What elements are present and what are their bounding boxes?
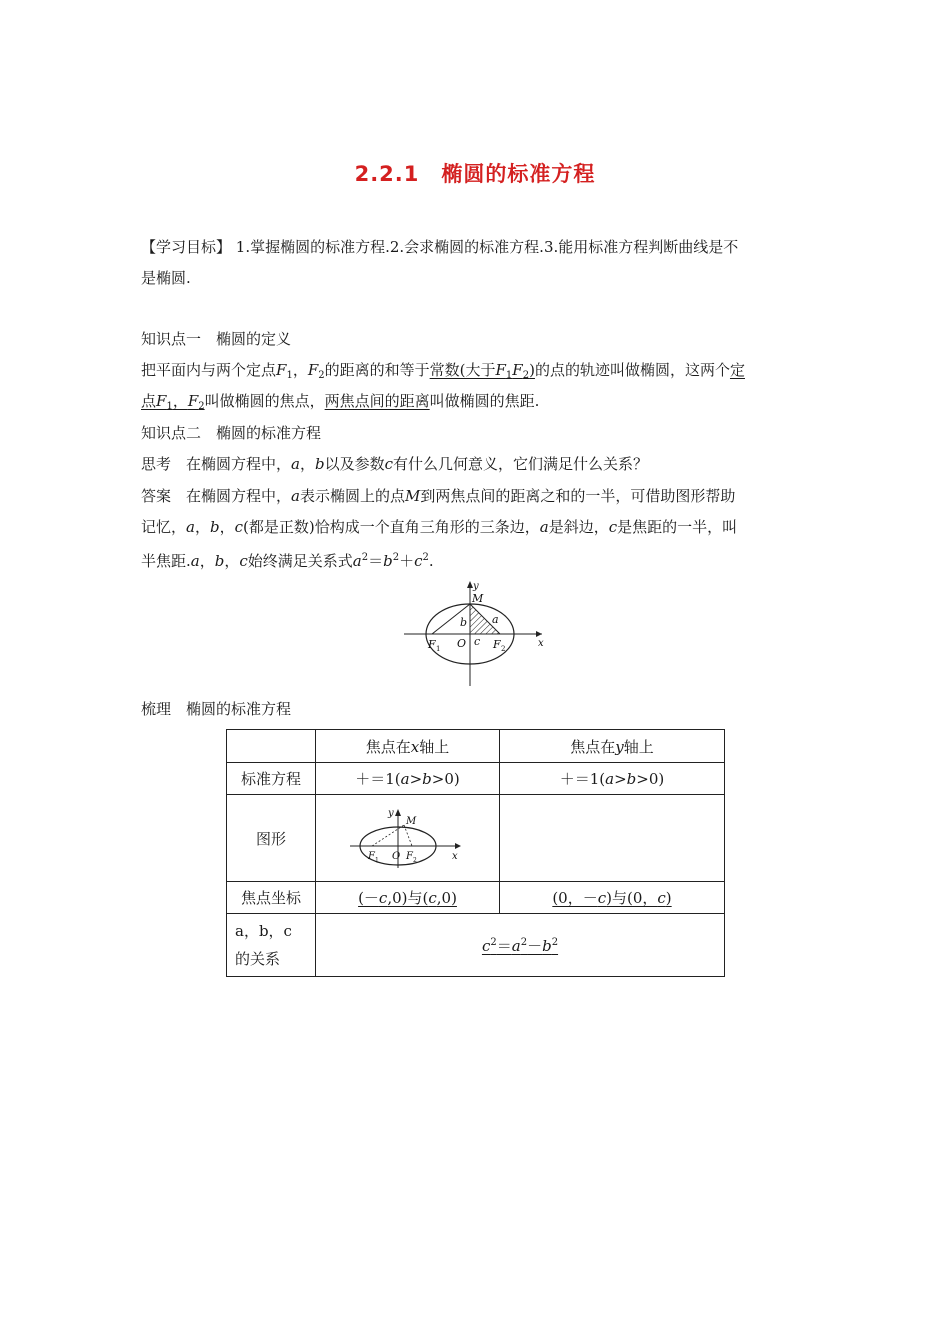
ellipse-x-foci-figure bbox=[348, 806, 468, 870]
text: >0) bbox=[431, 770, 460, 788]
text: 轴上 bbox=[623, 737, 654, 756]
answer-label: 答案 bbox=[141, 487, 172, 505]
text: 是焦距的一半，叫 bbox=[617, 518, 738, 536]
text: 点 bbox=[141, 392, 157, 410]
var-a: a bbox=[539, 518, 549, 536]
var-F: F bbox=[512, 361, 523, 379]
foci-y-coords bbox=[552, 889, 671, 907]
label-F2: F bbox=[405, 851, 413, 862]
text: ＋＝1( bbox=[559, 770, 606, 788]
text: a，b，c bbox=[235, 922, 292, 940]
var-c: c bbox=[481, 936, 491, 955]
text: 常数(大于 bbox=[429, 361, 496, 379]
text: ,0)与( bbox=[387, 889, 429, 907]
label-M: M bbox=[472, 592, 484, 605]
var-c: c bbox=[608, 518, 618, 536]
objectives-line-2 bbox=[141, 268, 191, 288]
text: 表示椭圆上的点 bbox=[299, 487, 405, 505]
text: ， bbox=[299, 455, 315, 473]
figure-x-foci-cell bbox=[316, 795, 500, 882]
label-x: x bbox=[451, 851, 458, 862]
superscript: 2 bbox=[490, 936, 497, 948]
text: ， bbox=[219, 518, 235, 536]
label-a: a bbox=[492, 613, 499, 626]
objectives-line-1 bbox=[141, 237, 738, 257]
label-c: c bbox=[474, 635, 481, 648]
figure-y-foci-cell bbox=[500, 795, 725, 882]
text: (－ bbox=[358, 889, 379, 907]
label-y: y bbox=[387, 808, 394, 819]
subscript: 1 bbox=[505, 370, 513, 381]
var-b: b bbox=[626, 770, 637, 788]
relation-cell bbox=[316, 914, 725, 977]
var-b: b bbox=[209, 518, 220, 536]
text: (都是正数)恰构成一个直角三角形的三条边， bbox=[243, 518, 540, 536]
var-c: c bbox=[428, 889, 437, 907]
table-corner-cell bbox=[227, 730, 316, 763]
objectives-text-2: 是椭圆. bbox=[141, 269, 191, 287]
objectives-label: 【学习目标】 bbox=[141, 238, 232, 256]
label-F1: F bbox=[367, 851, 375, 862]
row-label-equation: 标准方程 bbox=[227, 763, 316, 795]
text: 在椭圆方程中， bbox=[171, 487, 292, 505]
text: 焦点在 bbox=[570, 737, 616, 756]
kp1-heading: 知识点一 椭圆的定义 bbox=[141, 330, 292, 348]
var-b: b bbox=[315, 455, 325, 473]
y-axis-arrow bbox=[395, 809, 401, 816]
var-c: c bbox=[657, 889, 666, 907]
page-title: 2.2.1 椭圆的标准方程 bbox=[354, 162, 596, 186]
var-F: F bbox=[307, 361, 319, 379]
text: 的关系 bbox=[235, 950, 281, 968]
superscript: 2 bbox=[422, 552, 429, 563]
relation-formula bbox=[482, 937, 558, 955]
x-axis-arrow bbox=[455, 843, 461, 849]
var-a: a bbox=[400, 770, 410, 788]
think-label: 思考 bbox=[141, 455, 172, 473]
var-F: F bbox=[495, 361, 506, 379]
row-label-figure: 图形 bbox=[227, 795, 316, 882]
header-x-foci bbox=[316, 730, 500, 763]
objectives-text-1: 1.掌握椭圆的标准方程.2.会求椭圆的标准方程.3.能用标准方程判断曲线是不 bbox=[231, 238, 739, 256]
label-O: O bbox=[391, 851, 400, 862]
summary-heading: 梳理 椭圆的标准方程 bbox=[141, 700, 292, 718]
row-label-relation bbox=[227, 914, 316, 977]
kp1-line-2 bbox=[141, 391, 539, 417]
var-c: c bbox=[414, 552, 423, 570]
underlined-text: 定 bbox=[729, 361, 745, 379]
table-row bbox=[227, 730, 725, 763]
foci-x bbox=[316, 882, 500, 914]
underlined-focal-distance: 两焦点间的距离 bbox=[324, 392, 430, 410]
foci-y bbox=[500, 882, 725, 914]
text: ) bbox=[529, 361, 535, 379]
foci-x-coords bbox=[358, 889, 457, 907]
var-a: a bbox=[291, 455, 300, 473]
text: 叫做椭圆的焦距. bbox=[429, 392, 540, 410]
text: 记忆， bbox=[141, 518, 187, 536]
label-F2-sub: 2 bbox=[412, 857, 417, 864]
text: 的点的轨迹叫做椭圆，这两个 bbox=[534, 361, 730, 379]
header-y-foci bbox=[500, 730, 725, 763]
table-row bbox=[227, 914, 725, 977]
text: 轴上 bbox=[419, 737, 450, 756]
table-row bbox=[227, 763, 725, 795]
var-c: c bbox=[597, 889, 607, 907]
text: . bbox=[428, 552, 434, 570]
underlined-constant bbox=[430, 361, 535, 379]
label-x: x bbox=[538, 638, 544, 649]
text: 到两焦点间的距离之和的一半，可借助图形帮助 bbox=[420, 487, 736, 505]
superscript: 2 bbox=[520, 936, 528, 948]
equation-y bbox=[500, 763, 725, 795]
standard-equation-table bbox=[226, 729, 725, 977]
kp2-heading: 知识点二 椭圆的标准方程 bbox=[141, 424, 322, 442]
text: ＋＝1( bbox=[355, 770, 401, 788]
var-c: c bbox=[384, 455, 394, 473]
var-a: a bbox=[605, 770, 615, 788]
text: >0) bbox=[636, 770, 665, 788]
subscript: 2 bbox=[318, 370, 325, 381]
var-F: F bbox=[276, 361, 287, 379]
text: 焦点在 bbox=[365, 737, 411, 756]
label-F1-sub: 1 bbox=[374, 857, 379, 864]
var-c: c bbox=[239, 552, 248, 570]
text: > bbox=[614, 770, 627, 788]
text: 半焦距. bbox=[141, 552, 191, 570]
text: ,0) bbox=[436, 889, 457, 907]
var-F: F bbox=[187, 392, 199, 410]
text: ， bbox=[194, 518, 210, 536]
equation-x bbox=[316, 763, 500, 795]
label-O: O bbox=[457, 637, 467, 650]
text: 在椭圆方程中， bbox=[171, 455, 292, 473]
text: 以及参数 bbox=[324, 455, 385, 473]
superscript: 2 bbox=[361, 552, 369, 563]
var-c: c bbox=[234, 518, 244, 536]
var-F: F bbox=[156, 392, 167, 410]
text: > bbox=[409, 770, 423, 788]
var-b: b bbox=[542, 936, 552, 955]
x-axis-arrow bbox=[536, 631, 542, 637]
var-a: a bbox=[291, 487, 300, 505]
text: 是斜边， bbox=[548, 518, 609, 536]
text: )与(0， bbox=[606, 889, 658, 907]
answer-line-1 bbox=[141, 486, 735, 506]
underlined-foci bbox=[141, 392, 205, 410]
var-b: b bbox=[383, 552, 393, 570]
answer-line-3 bbox=[141, 548, 434, 571]
var-a: a bbox=[186, 518, 195, 536]
superscript: 2 bbox=[392, 552, 400, 563]
label-F2: F bbox=[493, 638, 501, 651]
ellipse-triangle-figure bbox=[400, 578, 552, 690]
table-row bbox=[227, 795, 725, 882]
answer-line-2 bbox=[141, 517, 737, 537]
var-y: y bbox=[615, 737, 624, 756]
label-b: b bbox=[460, 616, 468, 629]
text: ＋ bbox=[399, 552, 415, 570]
text: ， bbox=[292, 361, 308, 379]
kp1-line-1 bbox=[141, 360, 745, 386]
think-line bbox=[141, 454, 648, 474]
label-F1: F bbox=[428, 638, 436, 651]
label-F2-sub: 2 bbox=[501, 645, 506, 653]
table-row bbox=[227, 882, 725, 914]
text: ， bbox=[224, 552, 240, 570]
text: (0，－ bbox=[552, 889, 598, 907]
subscript: 2 bbox=[198, 401, 205, 412]
text: 把平面内与两个定点 bbox=[141, 361, 277, 379]
label-y: y bbox=[473, 581, 479, 592]
var-c: c bbox=[378, 889, 388, 907]
text: 的距离的和等于 bbox=[324, 361, 430, 379]
text: 始终满足关系式 bbox=[247, 552, 353, 570]
var-M: M bbox=[405, 487, 421, 505]
subscript: 1 bbox=[166, 401, 173, 412]
label-M: M bbox=[405, 816, 416, 827]
var-a: a bbox=[352, 552, 362, 570]
text: ， bbox=[199, 552, 215, 570]
text: ) bbox=[665, 889, 672, 907]
var-b: b bbox=[422, 770, 432, 788]
row-label-foci: 焦点坐标 bbox=[227, 882, 316, 914]
text: ， bbox=[172, 392, 188, 410]
var-b: b bbox=[214, 552, 225, 570]
text: 叫做椭圆的焦点， bbox=[204, 392, 325, 410]
text: ＝ bbox=[368, 552, 384, 570]
label-F1-sub: 1 bbox=[436, 645, 441, 653]
text: ＝ bbox=[496, 936, 512, 955]
superscript: 2 bbox=[551, 936, 559, 948]
subscript: 2 bbox=[522, 370, 530, 381]
var-a: a bbox=[190, 552, 200, 570]
subscript: 1 bbox=[286, 370, 293, 381]
text: 有什么几何意义，它们满足什么关系？ bbox=[393, 455, 649, 473]
var-a: a bbox=[511, 936, 521, 955]
var-x: x bbox=[410, 737, 420, 756]
text: － bbox=[527, 936, 543, 955]
